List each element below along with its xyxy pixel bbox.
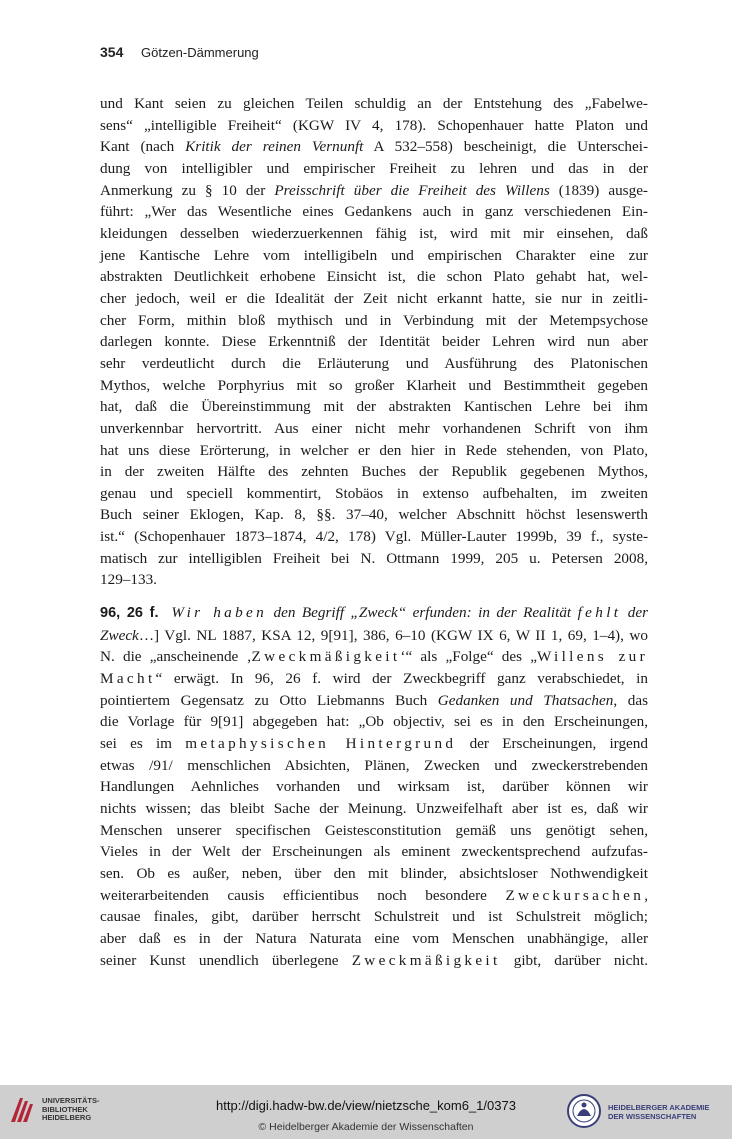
- text-line: nichts wissen; das bleibt Sache der Meinung. Unzweifelhaft aber ist es, daß wir: [100, 800, 648, 817]
- text-line: sen. Ob es außer, neben, über den mit blinder, absichtsloser Nothwendigkeit: [100, 864, 648, 882]
- text-line: Macht“ erwägt. In 96, 26 f. wird der Zweckbegriff ganz verabschiedet, in: [100, 670, 648, 688]
- spaced-emphasis: Wir haben: [171, 604, 268, 622]
- copyright-notice: © Heidelberger Akademie der Wissenschaften: [258, 1121, 474, 1133]
- lemma-reference: 96, 26 f.: [100, 605, 159, 622]
- text-line: Buch seiner Eklogen, Kap. 8, §§. 37–40, welcher Abschnitt höchst lesenswerth: [100, 506, 648, 524]
- text-line: Anmerkung zu § 10 der Preisschrift über die Freiheit des Willens (1839) ausge-: [100, 181, 648, 199]
- text-line: pointiertem Gegensatz zu Otto Liebmanns Buch Gedanken und Thatsachen, das: [100, 691, 649, 709]
- text-line: seiner Kunst unendlich überlegene Zweckmäßigkeit gibt, darüber nicht.: [100, 951, 648, 969]
- work-title: Preisschrift über die Freiheit des Willens: [274, 181, 550, 199]
- text-line: 96, 26 f. Wir haben den Begriff „Zweck“ erfunden: in der Realität fehlt der: [100, 604, 649, 622]
- spaced-emphasis: Macht: [100, 670, 156, 688]
- text-line: genau und speciell kommentirt, Stobäos in extenso aufbehalten, im zweiten: [100, 484, 648, 502]
- text-line: darlegen konnte. Diese Erkenntniß der Identität beider Lehren wird nun aber: [100, 333, 648, 351]
- running-title: Götzen-Dämmerung: [140, 45, 259, 60]
- permalink-url[interactable]: http://digi.hadw-bw.de/view/nietzsche_kom6_1/0373: [216, 1098, 516, 1113]
- spaced-emphasis: Zweckmäßigkeit: [251, 648, 401, 666]
- text-line: cher Form, mithin bloß mythisch und in Verbindung mit der Metempsychose: [100, 311, 648, 329]
- paragraph-commentary-continued: [100, 93, 648, 591]
- text-line: ist.“ (Schopenhauer 1873–1874, 4/2, 178) Vgl. Müller-Lauter 1999b, 39 f., syste-: [100, 528, 648, 546]
- text-line: weiterarbeitenden causis efficientibus noch besondere Zweckursachen,: [100, 886, 648, 904]
- text-line: sens“ „intelligible Freiheit“ (KGW IV 4, 178). Schopenhauer hatte Platon und: [100, 116, 648, 134]
- work-title: Gedanken und Thatsachen: [437, 691, 614, 709]
- text-line: 129–133.: [100, 571, 157, 589]
- text-line: Zweck…] Vgl. NL 1887, KSA 12, 9[91], 386, 6–10 (KGW IX 6, W II 1, 69, 1–4), wo: [100, 626, 648, 644]
- text-line: hat, daß die Übereinstimmung mit der abstrakten Kantischen Lehre bei ihm: [100, 398, 648, 416]
- text-line: unverkennbar hervortritt. Aus einer nicht mehr vorhandenen Schrift von ihm: [100, 419, 648, 437]
- spaced-emphasis: metaphysischen Hintergrund: [185, 735, 457, 753]
- text-line: hat uns diese Erörterung, in welcher er den hier in Rede stehenden, von Plato,: [100, 441, 648, 459]
- text-line: und Kant seien zu gleichen Teilen schuldig an der Entstehung des „Fabelwe-: [100, 95, 648, 112]
- academy-seal-icon: [566, 1093, 602, 1129]
- running-header: [100, 44, 259, 64]
- spaced-emphasis: Zweckmäßigkeit: [351, 951, 501, 969]
- text-line: Vieles in der Welt der Erscheinungen als eminent zweckentsprechend aufzufas-: [100, 843, 648, 861]
- text-line: die Vorlage für 9[91] abgegeben hat: „Ob objectiv, sei es in den Erscheinungen,: [100, 713, 648, 731]
- text-line: aber daß es in der Natura Naturata eine vom Menschen unabhängige, aller: [100, 929, 648, 947]
- work-title: Kritik der reinen Vernunft: [185, 138, 364, 156]
- main-text: [100, 93, 648, 971]
- university-library-name: UNIVERSITÄTS- BIBLIOTHEK HEIDELBERG: [42, 1096, 100, 1122]
- text-line: sei es im metaphysischen Hintergrund der Erscheinungen, irgend: [100, 735, 648, 753]
- text-line: Handlungen Aehnliches vorhanden und wirksam ist, darüber können wir: [100, 778, 648, 796]
- spaced-emphasis: Willens zur: [536, 648, 648, 666]
- text-line: führt: „Wer das Wesentliche eines Gedankens auch in ganz verschiedenen Ein-: [100, 203, 648, 221]
- text-line: abstrakten Deutlichkeit erhobene Einsicht ist, die schon Plato gehabt hat, wel-: [100, 268, 648, 286]
- text-line: Kant (nach Kritik der reinen Vernunft A 532–558) bescheinigt, die Unterschei-: [100, 138, 648, 156]
- lemma-quote: Zweck: [100, 626, 139, 644]
- text-line: kleidungen desselben wiederzuerkennen fähig ist, wird mit mir einsehen, daß: [100, 224, 648, 242]
- text-line: sehr verdeutlicht durch die Erläuterung und Ausführung des Platonischen: [100, 354, 648, 372]
- text-line: jene Kantische Lehre vom intelligibeln und empirischen Charakter eine zur: [100, 246, 648, 264]
- digitization-footer: [0, 1085, 732, 1139]
- text-line: N. die „anscheinende ‚Zweckmäßigkeit‘“ als „Folge“ des „Willens zur: [100, 648, 648, 666]
- spaced-emphasis: fehlt: [577, 604, 622, 622]
- text-line: matisch zur intelligiblen Freiheit bei N. Ottmann 1999, 205 u. Petersen 2008,: [100, 549, 648, 567]
- text-line: dung von intelligibler und empirischer Freiheit zu lehren und das in der: [100, 159, 648, 177]
- page-number: 354: [100, 44, 124, 60]
- text-line: causae finales, gibt, darüber herrscht Schulstreit und ist Schulstreit möglich;: [100, 908, 648, 926]
- paragraph-commentary-entry: [100, 602, 648, 971]
- academy-name: HEIDELBERGER AKADEMIE DER WISSENSCHAFTEN: [608, 1103, 710, 1121]
- text-line: etwas /91/ menschlichen Absichten, Plänen, Zwecken und zweckerstrebenden: [100, 756, 648, 774]
- text-line: cher jedoch, weil er die Idealität der Zeit nicht erkannt hatte, sie nur in zeitli-: [100, 289, 648, 307]
- text-line: Menschen unserer specifischen Geistesconstitution gemäß uns genötigt sehen,: [100, 821, 648, 839]
- spaced-emphasis: Zweckursachen: [505, 886, 645, 904]
- text-line: Mythos, welche Porphyrius mit so großer Klarheit und Bestimmtheit gegeben: [100, 376, 648, 394]
- text-line: in der zweiten Hälfte des zehnten Buches der Republik gegebenen Mythos,: [100, 463, 648, 481]
